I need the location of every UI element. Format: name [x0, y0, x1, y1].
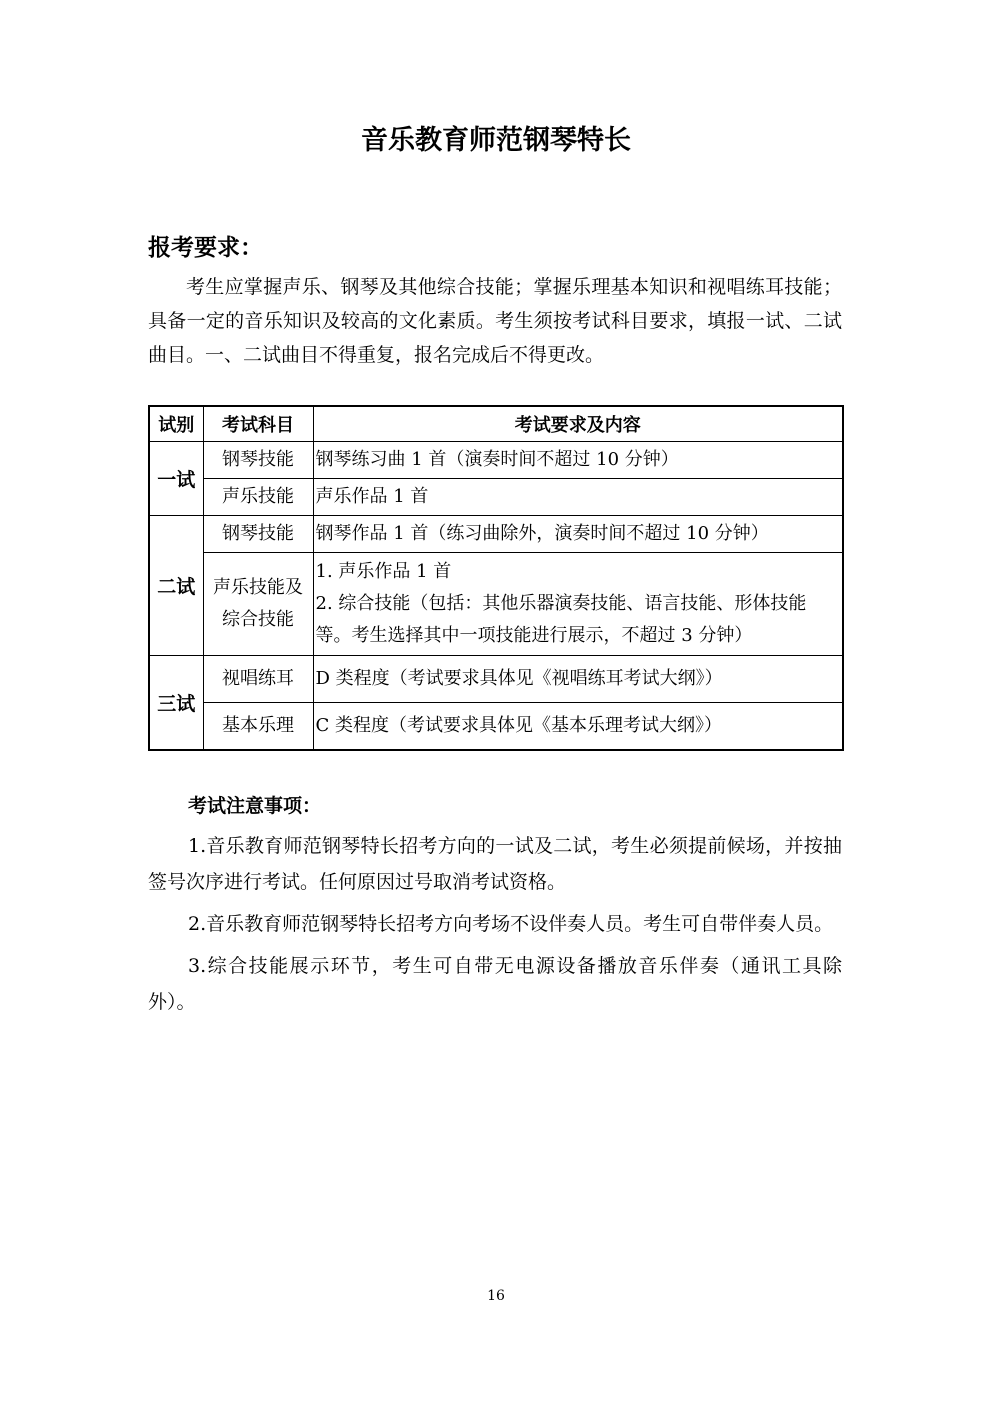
content-cell: 钢琴练习曲 1 首（演奏时间不超过 10 分钟）	[313, 442, 843, 479]
header-subject: 考试科目	[203, 406, 313, 442]
table-row	[149, 479, 843, 516]
subject-cell: 钢琴技能	[203, 442, 313, 479]
note-item: 1.音乐教育师范钢琴特长招考方向的一试及二试，考生必须提前候场，并按抽签号次序进行考试。任何原因过号取消考试资格。	[148, 835, 842, 893]
note-item: 3.综合技能展示环节，考生可自带无电源设备播放音乐伴奏（通讯工具除外）。	[148, 955, 842, 1013]
subject-cell: 声乐技能	[203, 479, 313, 516]
intro-paragraph-block	[148, 270, 842, 372]
header-content: 考试要求及内容	[313, 406, 843, 442]
content-cell	[313, 553, 843, 656]
subject-line: 声乐技能及	[213, 577, 303, 598]
round-third: 三试	[149, 656, 203, 751]
notes-heading: 考试注意事项：	[188, 795, 322, 817]
subject-cell	[203, 553, 313, 656]
exam-notes	[148, 788, 842, 1026]
page-number: 16	[487, 1288, 505, 1304]
content-cell: C 类程度（考试要求具体见《基本乐理考试大纲》）	[313, 703, 843, 751]
subject-cell: 基本乐理	[203, 703, 313, 751]
subject-cell: 视唱练耳	[203, 656, 313, 703]
table-header-row	[149, 406, 843, 442]
header-round: 试别	[149, 406, 203, 442]
page-title: 音乐教育师范钢琴特长	[361, 125, 631, 156]
subject-line: 综合技能	[222, 609, 294, 630]
content-cell: 钢琴作品 1 首（练习曲除外，演奏时间不超过 10 分钟）	[313, 516, 843, 553]
round-first: 一试	[149, 442, 203, 516]
table-row	[149, 703, 843, 751]
note-item: 2.音乐教育师范钢琴特长招考方向考场不设伴奏人员。考生可自带伴奏人员。	[188, 913, 834, 935]
content-cell: D 类程度（考试要求具体见《视唱练耳考试大纲》）	[313, 656, 843, 703]
table-row	[149, 442, 843, 479]
table-row	[149, 553, 843, 656]
section-heading: 报考要求：	[148, 234, 263, 261]
content-line: 1. 声乐作品 1 首	[315, 561, 452, 582]
content-cell: 声乐作品 1 首	[313, 479, 843, 516]
table-row	[149, 656, 843, 703]
intro-paragraph: 考生应掌握声乐、钢琴及其他综合技能；掌握乐理基本知识和视唱练耳技能；具备一定的音乐知识及较高的文化素质。考生须按考试科目要求，填报一试、二试曲目。一、二试曲目不得重复，报名完成后不得更改。	[148, 276, 842, 366]
subject-cell: 钢琴技能	[203, 516, 313, 553]
table-row	[149, 516, 843, 553]
exam-requirements-table	[148, 405, 844, 751]
round-second: 二试	[149, 516, 203, 656]
content-line: 2. 综合技能（包括：其他乐器演奏技能、语言技能、形体技能等。考生选择其中一项技能进行展示，不超过 3 分钟）	[315, 593, 807, 646]
